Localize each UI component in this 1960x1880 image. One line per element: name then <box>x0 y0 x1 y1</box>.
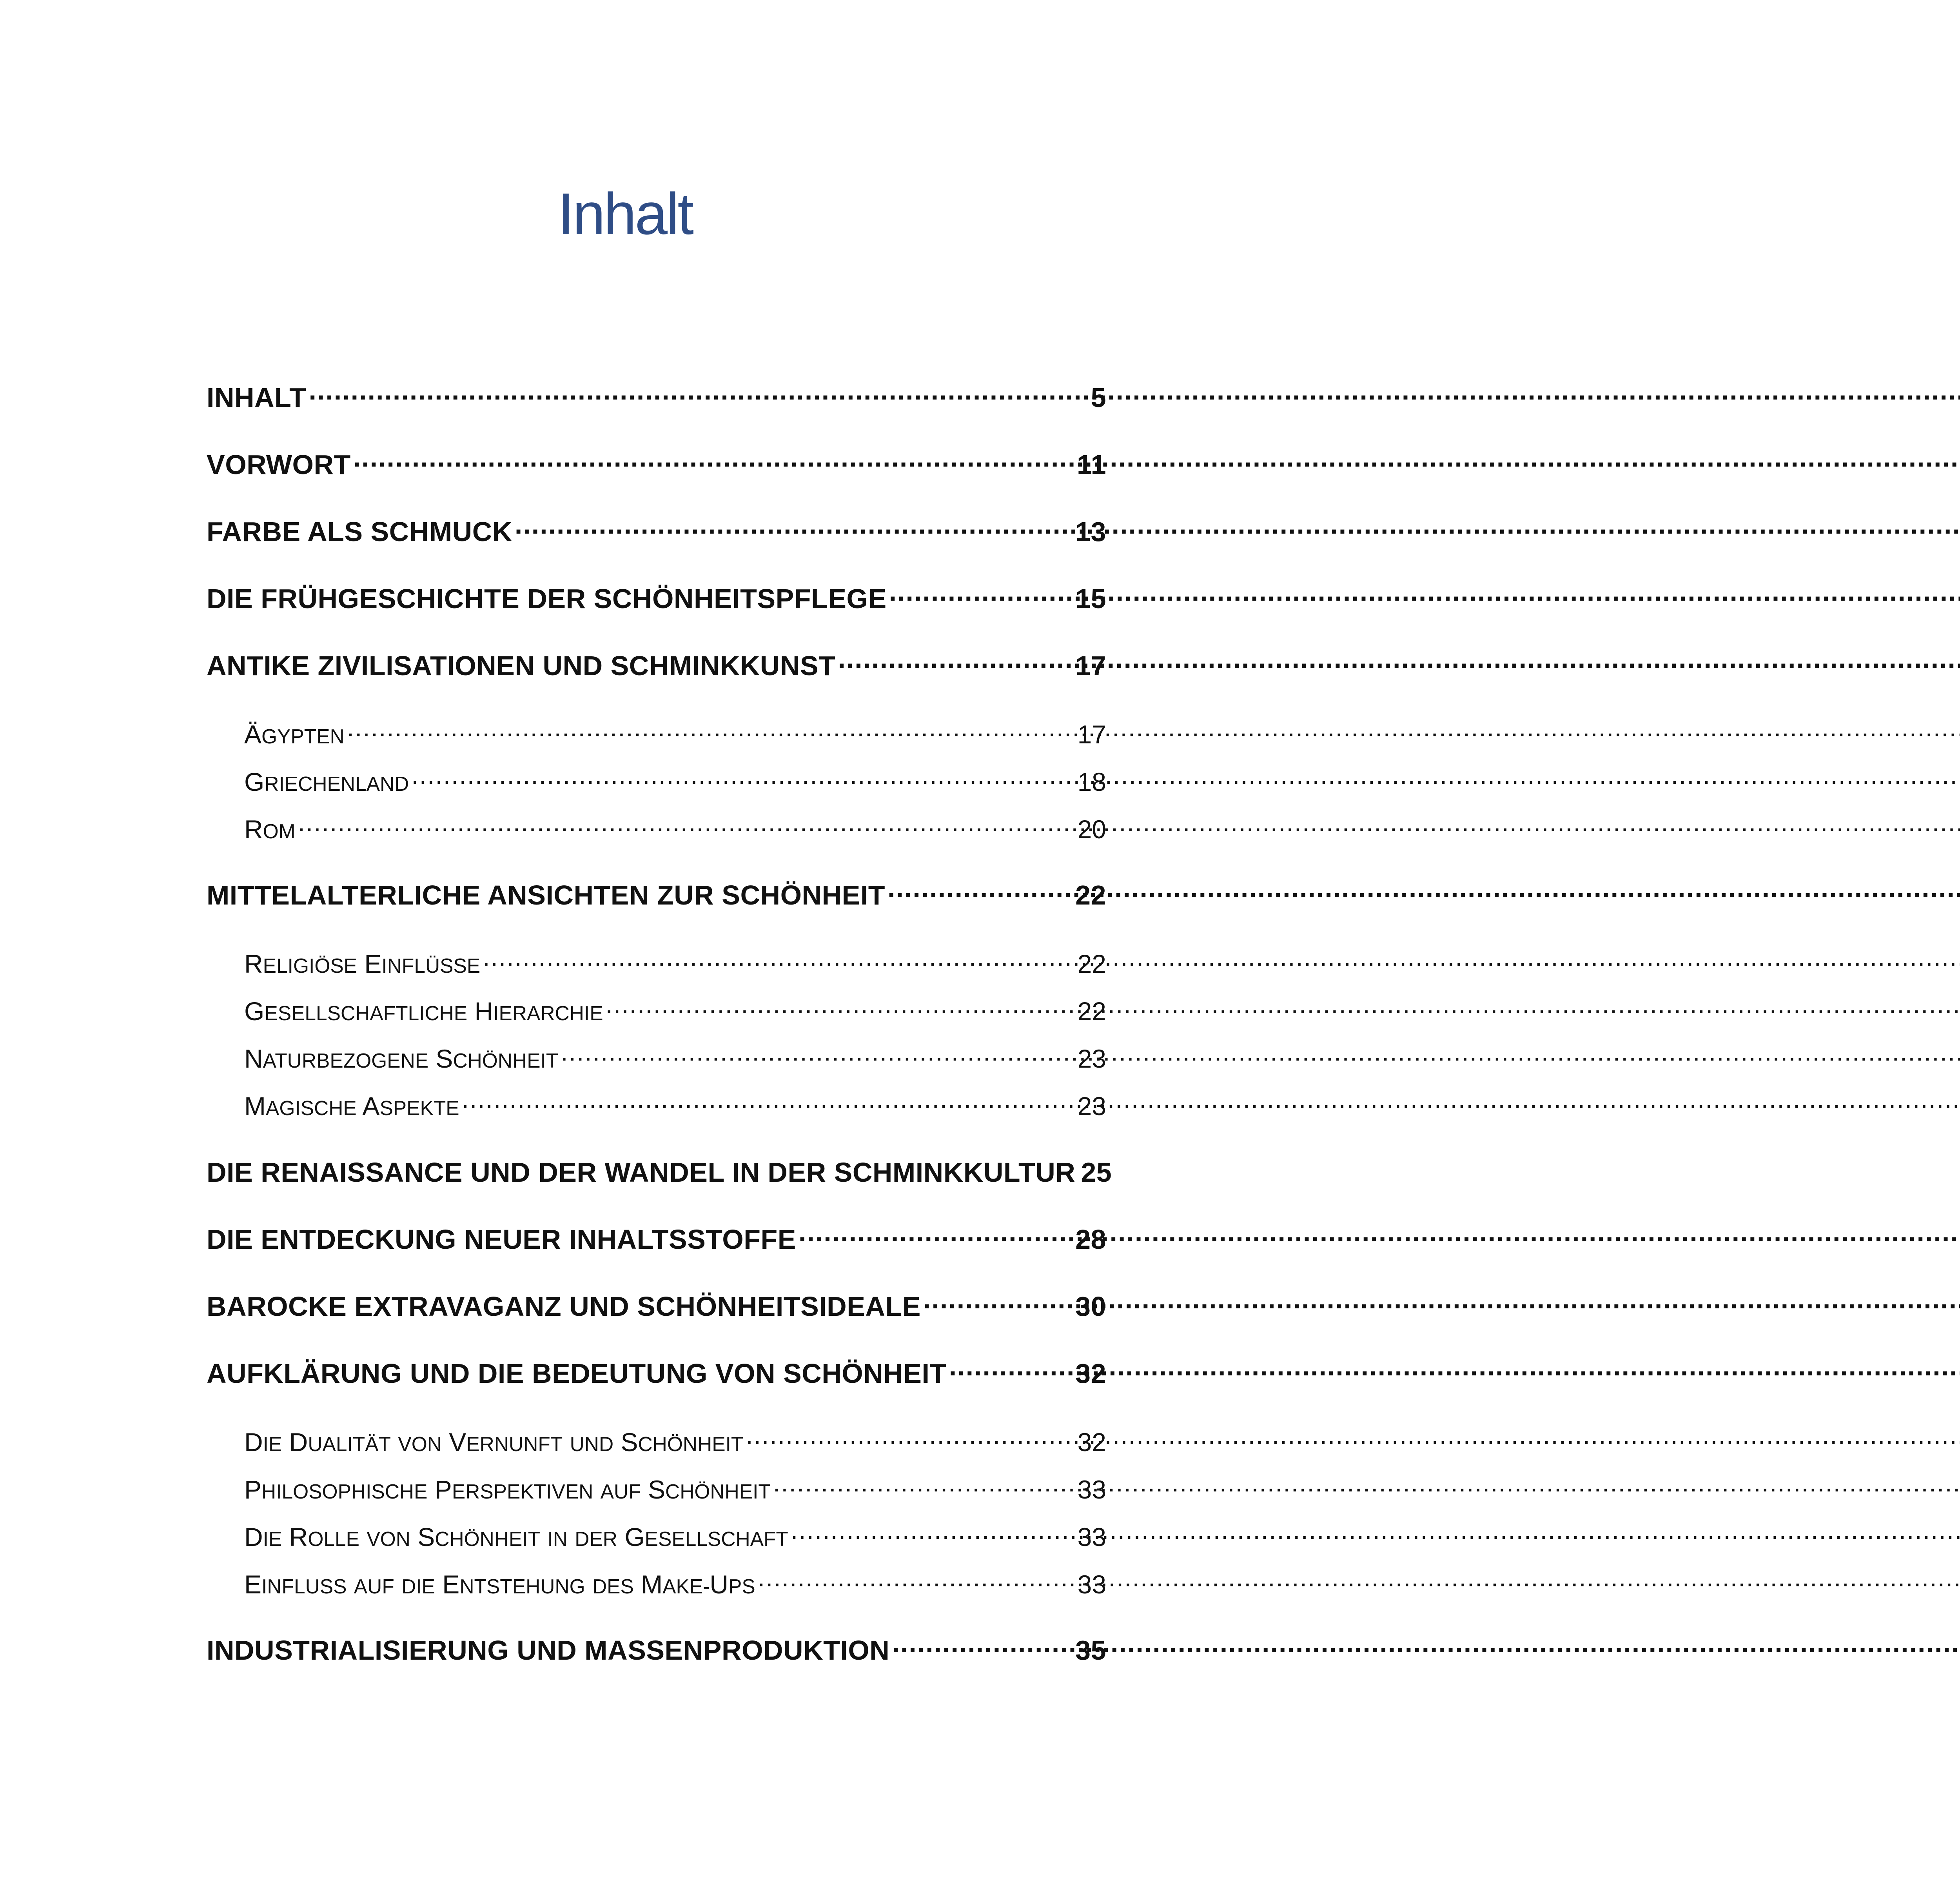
toc-leader-dots <box>791 1520 1074 1546</box>
toc-entry-label: MITTELALTERLICHE ANSICHTEN ZUR SCHÖNHEIT <box>207 880 886 910</box>
toc-entry-page: 23 <box>1077 1092 1106 1121</box>
toc-entry-label: VORWORT <box>207 449 351 480</box>
toc-subentry[interactable] <box>207 717 1106 749</box>
toc-leader-dots <box>799 1221 1072 1249</box>
toc-entry[interactable] <box>207 581 1106 614</box>
toc-entry-label: DIE DUALITÄT VON VERNUNFT UND SCHÖNHEIT <box>244 1428 744 1457</box>
toc-entry-page: 20 <box>1077 815 1106 844</box>
toc-subentry[interactable] <box>207 1568 1106 1599</box>
toc-entry-label: ANTIKE ZIVILISATIONEN UND SCHMINKKUNST <box>207 650 836 681</box>
toc-entry-label: NATURBEZOGENE SCHÖNHEIT <box>244 1044 559 1073</box>
toc-entry-page: 17 <box>1075 650 1106 681</box>
toc-entry-page: 22 <box>1075 880 1106 910</box>
toc-leader-dots <box>515 514 1072 541</box>
toc-entry-label: ROM <box>244 815 296 844</box>
toc-leader-dots <box>309 380 1087 407</box>
toc-subentry[interactable] <box>207 994 1106 1026</box>
toc-leader-dots <box>561 1042 1074 1068</box>
toc-entry-label: MAGISCHE ASPEKTE <box>244 1092 459 1121</box>
toc-entry-label: PHILOSOPHISCHE PERSPEKTIVEN AUF SCHÖNHEIT <box>244 1475 771 1504</box>
toc-entry[interactable] <box>207 1288 1106 1322</box>
toc-leader-dots <box>758 1568 1074 1593</box>
toc-entry-label: FARBE ALS SCHMUCK <box>207 516 512 547</box>
toc-leader-dots <box>353 447 1074 474</box>
toc-leader-dots <box>838 648 1072 675</box>
toc-leader-dots <box>347 717 1074 743</box>
toc-subentry[interactable] <box>207 1473 1106 1504</box>
toc-entry-page: 30 <box>1075 1291 1106 1322</box>
toc-entry[interactable] <box>207 1154 1112 1188</box>
toc-leader-dots <box>887 877 1072 905</box>
toc-entry-page: 11 <box>1077 449 1106 480</box>
toc-leader-dots <box>923 1288 1072 1316</box>
toc-entry[interactable] <box>207 380 1106 413</box>
toc-entry-page: 35 <box>1075 1635 1106 1666</box>
toc-entry-label: DIE RENAISSANCE UND DER WANDEL IN DER SCHMINKKULTUR <box>207 1157 1076 1188</box>
toc-leader-dots <box>892 1632 1072 1660</box>
toc-subentry[interactable] <box>207 1425 1106 1457</box>
toc-subentry[interactable] <box>207 812 1106 844</box>
toc-subentry[interactable] <box>207 1089 1106 1121</box>
toc-entry-page: 33 <box>1077 1570 1106 1599</box>
toc-entry-label: DIE ROLLE VON SCHÖNHEIT IN DER GESELLSCHAFT <box>244 1522 788 1551</box>
toc-subentry[interactable] <box>207 1042 1106 1074</box>
page-title: Inhalt <box>558 181 692 247</box>
toc-leader-dots <box>889 581 1072 608</box>
toc-entry-page: 33 <box>1077 1522 1106 1551</box>
toc-entry-page: 17 <box>1077 720 1106 749</box>
toc-entry-label: INHALT <box>207 382 307 413</box>
toc-leader-dots <box>746 1425 1074 1451</box>
toc-entry[interactable] <box>207 648 1106 681</box>
toc-entry-label: AUFKLÄRUNG UND DIE BEDEUTUNG VON SCHÖNHEIT <box>207 1358 947 1389</box>
toc-entry-label: GESELLSCHAFTLICHE HIERARCHIE <box>244 997 603 1026</box>
toc-entry-page: 23 <box>1077 1044 1106 1073</box>
toc-entry-page: 15 <box>1075 583 1106 614</box>
toc-entry-page: 28 <box>1075 1224 1106 1255</box>
toc-entry-label: RELIGIÖSE EINFLÜSSE <box>244 949 481 978</box>
toc-entry-page: 32 <box>1075 1358 1106 1389</box>
toc-entry-page: 18 <box>1077 767 1106 796</box>
toc-entry[interactable] <box>207 514 1106 547</box>
toc-subentry[interactable] <box>207 1520 1106 1552</box>
toc-subentry[interactable] <box>207 765 1106 797</box>
toc-leader-dots <box>483 947 1074 973</box>
toc-entry-label: BAROCKE EXTRAVAGANZ UND SCHÖNHEITSIDEALE <box>207 1291 921 1322</box>
toc-entry-page: 13 <box>1075 516 1106 547</box>
toc-entry[interactable] <box>207 447 1106 480</box>
toc-entry-page: 25 <box>1081 1157 1112 1188</box>
toc-leader-dots <box>606 994 1074 1020</box>
toc-entry-page: 32 <box>1077 1428 1106 1457</box>
toc-entry[interactable] <box>207 877 1106 911</box>
toc-entry-label: EINFLUSS AUF DIE ENTSTEHUNG DES MAKE-UPS <box>244 1570 755 1599</box>
toc-leader-dots <box>773 1473 1074 1499</box>
toc-entry-label: ÄGYPTEN <box>244 720 345 749</box>
toc-leader-dots <box>949 1355 1072 1383</box>
toc-entry-label: INDUSTRIALISIERUNG UND MASSENPRODUKTION <box>207 1635 890 1666</box>
toc-leader-dots <box>462 1089 1074 1115</box>
toc-leader-dots <box>298 812 1074 838</box>
toc-entry[interactable] <box>207 1632 1106 1666</box>
toc-entry-page: 22 <box>1077 949 1106 978</box>
toc-entry[interactable] <box>207 1355 1106 1389</box>
toc-leader-dots <box>411 765 1074 791</box>
toc-entry-page: 22 <box>1077 997 1106 1026</box>
toc-entry-page: 33 <box>1077 1475 1106 1504</box>
toc-entry-label: GRIECHENLAND <box>244 767 409 796</box>
toc-entry-page: 5 <box>1091 382 1106 413</box>
toc-entry-label: DIE ENTDECKUNG NEUER INHALTSSTOFFE <box>207 1224 796 1255</box>
toc-subentry[interactable] <box>207 947 1106 979</box>
toc-entry[interactable] <box>207 1221 1106 1255</box>
toc-entry-label: DIE FRÜHGESCHICHTE DER SCHÖNHEITSPFLEGE <box>207 583 887 614</box>
